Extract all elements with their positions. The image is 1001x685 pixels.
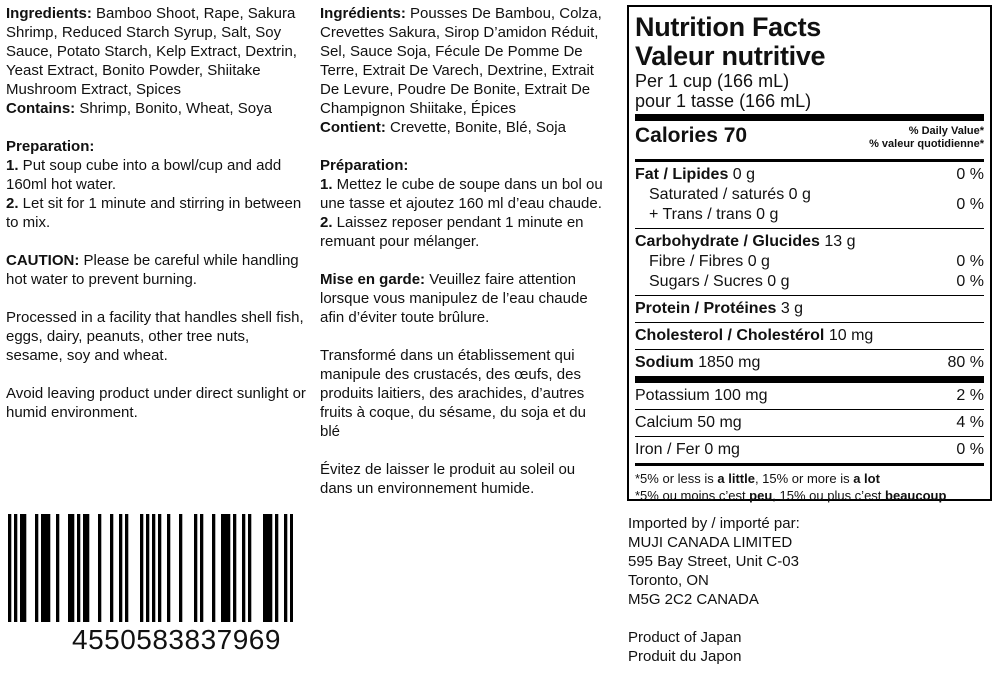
barcode-bar [290,514,293,622]
barcode-bar [8,514,11,622]
barcode-bar [266,514,269,622]
barcode-bar [284,514,287,622]
facility-statement: Processed in a facility that handles shell fish, eggs, dairy, peanuts, other tree nuts, sesame, soy and wheat. [6,309,304,364]
protein-row [635,296,984,322]
step1-text-fr: Mettez le cube de soupe dans un bol ou une tasse et ajoutez 160 ml d’eau chaude. [320,176,603,212]
storage-statement: Avoid leaving product under direct sunlight or humid environment. [6,385,306,421]
trans-fat: + Trans / trans 0 g [649,206,779,223]
barcode-bar [44,514,47,622]
footnote-en-b: a little [717,471,755,486]
nutrition-title-en: Nutrition Facts [635,12,822,42]
barcode-bar [233,514,236,622]
protein-amount: 3 g [776,300,804,317]
footnote-en-d: a lot [853,471,880,486]
footnote-en-a: *5% or less is [635,471,718,486]
facility-statement-fr: Transformé dans un établissement qui manipule des crustacés, des œufs, des produits laitiers, des arachides, d’autres fruits à coque, du sésame, du soja et du blé [320,347,586,440]
barcode-bar [35,514,38,622]
calcium-percent: 4 % [956,414,984,431]
potassium-row [635,383,984,409]
barcode-bar [269,514,272,622]
barcode-bar [242,514,245,622]
sodium-amount: 1850 mg [693,354,761,371]
storage-statement-fr: Évitez de laisser le produit au soleil ou dans un environnement humide. [320,461,576,497]
cholesterol-label: Cholesterol / Cholestérol [635,327,825,344]
step2-text: Let sit for 1 minute and stirring in between to mix. [6,195,302,231]
french-text-column [320,4,610,517]
footnote-fr [635,487,984,504]
footnote [635,466,984,504]
barcode-bar [86,514,89,622]
daily-value-en: % Daily Value* [908,125,984,137]
barcode-bar [77,514,80,622]
importer-line2: MUJI CANADA LIMITED [628,534,793,551]
ingredients-label: Ingredients: [6,5,92,22]
fibre-row: Fibre / Fibres 0 g [649,253,770,270]
potassium-label: Potassium 100 mg [635,387,768,404]
daily-value-fr: % valeur quotidienne* [869,138,984,150]
iron-row [635,437,984,463]
caution-label-fr: Mise en garde: [320,271,426,288]
step2-number-fr: 2. [320,214,333,231]
step2-number: 2. [6,195,19,212]
english-text-column [6,4,306,441]
carbohydrate-label: Carbohydrate / Glucides [635,233,820,250]
calories-row [635,121,984,159]
fat-label: Fat / Lipides [635,166,729,183]
footnote-fr-a: *5% ou moins c’est [635,488,750,503]
fibre-percent: 0 % [956,253,984,270]
fat-group [635,162,984,228]
footnote-fr-c: , 15% ou plus c’est [772,488,886,503]
calories-label: Calories 70 [635,124,748,147]
sat-trans-percent: 0 % [956,196,984,213]
sodium-percent: 80 % [947,354,984,371]
daily-value-header [869,123,984,151]
contains-text-fr: Crevette, Bonite, Blé, Soja [385,119,566,136]
caution-text: Please be careful while handling hot water to prevent burning. [6,252,299,288]
barcode-bar [83,514,86,622]
barcode-bar [167,514,170,622]
calcium-row [635,410,984,436]
iron-label: Iron / Fer 0 mg [635,441,740,458]
barcode-bar [227,514,230,622]
contains-label: Contains: [6,100,76,117]
sugars-row: Sugars / Sucres 0 g [649,273,790,290]
origin-en: Product of Japan [628,629,742,646]
barcode-bar [158,514,161,622]
barcode-bar [224,514,227,622]
caution-label: CAUTION: [6,252,80,269]
serving-size-fr: pour 1 tasse (166 mL) [635,91,812,111]
barcode-bars [8,514,293,624]
footnote-en-c: , 15% or more is [754,471,854,486]
footnote-fr-d: beaucoup [885,488,947,503]
step2-text-fr: Laissez reposer pendant 1 minute en remuant pour mélanger. [320,214,584,250]
contains-text: Shrimp, Bonito, Wheat, Soya [75,100,272,117]
sodium-row [635,350,984,376]
barcode-bar [23,514,26,622]
barcode-bar [275,514,278,622]
nutrition-title-fr: Valeur nutritive [635,41,826,71]
serving-size [635,71,984,111]
barcode-bar [20,514,23,622]
nutrition-facts-table [627,5,992,501]
saturated-fat: Saturated / saturés 0 g [649,186,811,203]
barcode-bar [71,514,74,622]
footnote-fr-b: peu [749,488,773,503]
barcode-bar [125,514,128,622]
carbohydrate-group [635,229,984,295]
importer-line4: Toronto, ON [628,572,709,589]
carbohydrate-amount: 13 g [819,233,856,250]
nutrition-title [635,13,984,71]
barcode-bar [152,514,155,622]
barcode-bar [140,514,143,622]
ingredients-text-fr: Pousses De Bambou, Colza, Crevettes Sakura, Sirop D’amidon Réduit, Sel, Sauce Soja, Fécule De Pomme De Terre, Extrait De Varech, Dextrine, Extrait De Levure, Poudre De Bonite, Extrait De Champignon Shiitake, Épices [320,5,602,117]
barcode-bar [98,514,101,622]
barcode-bar [14,514,17,622]
barcode-bar [110,514,113,622]
fat-amount: 0 g [728,166,756,183]
cholesterol-row [635,323,984,349]
barcode-bar [179,514,182,622]
potassium-percent: 2 % [956,387,984,404]
barcode-bar [56,514,59,622]
barcode-bar [248,514,251,622]
barcode-bar [47,514,50,622]
preparation-label: Preparation: [6,138,95,155]
iron-percent: 0 % [956,441,984,458]
sodium-label: Sodium [635,354,694,371]
serving-size-en: Per 1 cup (166 mL) [635,71,790,91]
origin-fr: Produit du Japon [628,648,742,665]
fat-percent: 0 % [956,166,984,183]
step1-number: 1. [6,157,19,174]
barcode-bar [41,514,44,622]
sugars-percent: 0 % [956,273,984,290]
barcode-bar [146,514,149,622]
barcode-bar [263,514,266,622]
barcode-bar [119,514,122,622]
barcode-bar [212,514,215,622]
ingredients-text: Bamboo Shoot, Rape, Sakura Shrimp, Reduced Starch Syrup, Salt, Soy Sauce, Potato Starch, Kelp Extract, Dextrin, Yeast Extract, Bonito Powder, Shiitake Mushroom Extract, Spices [6,5,297,98]
barcode-bar [221,514,224,622]
importer-line3: 595 Bay Street, Unit C-03 [628,553,799,570]
importer-line1: Imported by / importé par: [628,515,800,532]
step1-text: Put soup cube into a bowl/cup and add 160ml hot water. [6,157,282,193]
barcode-bar [68,514,71,622]
barcode-bar [194,514,197,622]
contains-label-fr: Contient: [320,119,386,136]
preparation-label-fr: Préparation: [320,157,409,174]
step1-number-fr: 1. [320,176,333,193]
importer-line5: M5G 2C2 CANADA [628,591,759,608]
caution-text-fr: Veuillez faire attention lorsque vous manipulez de l’eau chaude afin d’éviter toute brûlure. [320,271,588,326]
footnote-en [635,470,984,487]
barcode-bar [200,514,203,622]
importer-info [628,514,800,685]
ingredients-label-fr: Ingrédients: [320,5,406,22]
barcode-number: 4550583837969 [72,624,281,655]
protein-label: Protein / Protéines [635,300,777,317]
calcium-label: Calcium 50 mg [635,414,742,431]
cholesterol-amount: 10 mg [824,327,874,344]
